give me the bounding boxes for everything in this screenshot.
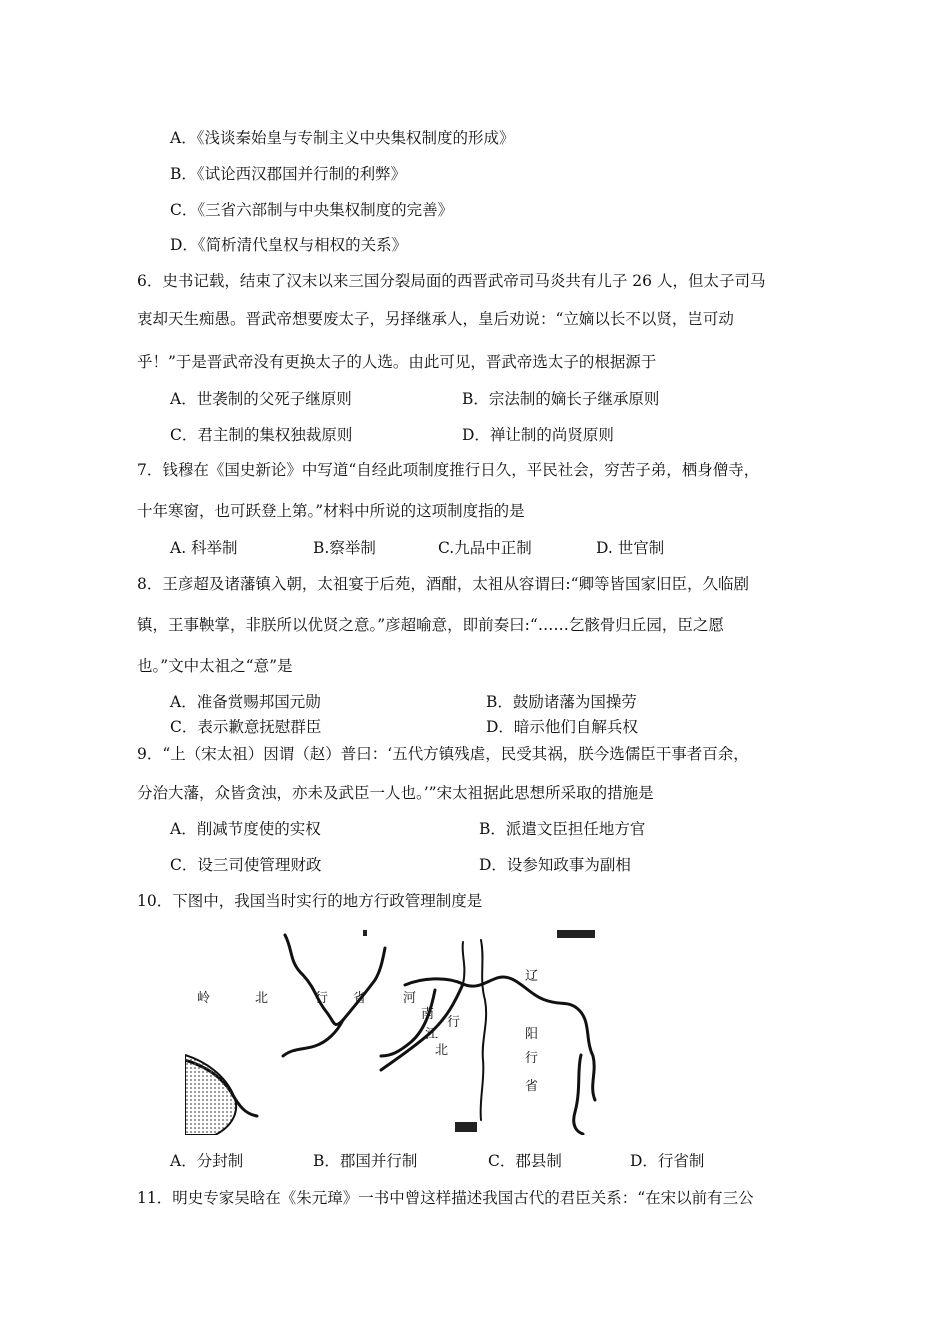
q11-stem-line-1: 11．明史专家吴晗在《朱元璋》一书中曾这样描述我国古代的君臣关系：“在宋以前有三公 <box>137 1189 754 1207</box>
q7-stem-line-1: 7．钱穆在《国史新论》中写道“自经此项制度推行日久，平民社会，穷苦子弟，栖身僧寺， <box>137 461 760 479</box>
map-label: 北 <box>435 1042 449 1057</box>
bottom-mark <box>455 1122 477 1132</box>
map-label: 北 <box>255 990 269 1005</box>
q7-option-d: D. 世官制 <box>596 539 665 557</box>
q9-option-d: D．设参知政事为副相 <box>479 856 631 874</box>
q6-stem-line-2: 衷却天生痴愚。晋武帝想要废太子，另择继承人，皇后劝说：“立嫡以长不以贤，岂可动 <box>137 310 734 328</box>
corner-mark <box>557 930 595 938</box>
q9-stem-line-2: 分治大藩，众皆贪浊，亦未及武臣一人也。’”宋太祖据此思想所采取的措施是 <box>137 784 654 802</box>
map-label: 岭 <box>197 990 211 1005</box>
q9-stem-line-1: 9．“上（宋太祖）因谓（赵）普曰：‘五代方镇残虐，民受其祸，朕今选儒臣干事者百余， <box>137 745 749 763</box>
q6-option-b: B．宗法制的嫡长子继承原则 <box>462 390 660 408</box>
map-label: 省 <box>353 990 367 1005</box>
q6-stem-line-1: 6．史书记载，结束了汉末以来三国分裂局面的西晋武帝司马炎共有儿子 26 人，但太子司马 <box>137 272 766 290</box>
map-label: 行 <box>525 1050 539 1065</box>
q8-option-b: B．鼓励诸藩为国操劳 <box>486 693 637 711</box>
q5-option-c: C．《三省六部制与中央集权制度的完善》 <box>170 201 454 219</box>
q6-stem-line-3: 乎！”于是晋武帝没有更换太子的人选。由此可见，晋武帝选太子的根据源于 <box>137 353 657 371</box>
map-label: 省 <box>525 1078 539 1093</box>
q7-option-b: B.察举制 <box>313 539 376 557</box>
map-label: 江 <box>425 1026 439 1041</box>
q9-option-c: C．设三司使管理财政 <box>170 856 322 874</box>
q6-option-d: D．禅让制的尚贤原则 <box>462 426 614 444</box>
q5-option-b: B．《试论西汉郡国并行制的利弊》 <box>170 165 407 183</box>
map-label: 南 <box>421 1006 435 1021</box>
q10-stem: 10．下图中，我国当时实行的地方行政管理制度是 <box>137 892 483 910</box>
map-label: 辽 <box>525 968 539 983</box>
q8-stem-line-3: 也。”文中太祖之“意”是 <box>137 657 293 675</box>
map-label: 行 <box>315 990 329 1005</box>
province-map-figure <box>185 930 600 1135</box>
q8-stem-line-1: 8．王彦超及诸藩镇入朝，太祖宴于后苑，酒酣，太祖从容谓曰:“卿等皆国家旧臣，久临剧 <box>137 575 750 593</box>
map-label: 河 <box>403 990 417 1005</box>
q8-option-a: A．准备赏赐邦国元勋 <box>170 693 321 711</box>
q10-option-b: B．郡国并行制 <box>313 1152 418 1170</box>
q10-option-a: A．分封制 <box>170 1152 244 1170</box>
coast-east-2 <box>574 1055 583 1134</box>
province-border-east <box>481 940 487 1120</box>
q10-option-d: D．行省制 <box>630 1152 705 1170</box>
q10-option-c: C．郡县制 <box>488 1152 562 1170</box>
q7-option-a: A. 科举制 <box>170 539 238 557</box>
coast-east <box>497 977 595 1100</box>
top-mark <box>363 930 367 936</box>
q5-option-a: A．《浅谈秦始皇与专制主义中央集权制度的形成》 <box>170 129 515 147</box>
province-border-north <box>463 942 465 984</box>
q7-option-c: C.九品中正制 <box>438 539 532 557</box>
q8-option-d: D．暗示他们自解兵权 <box>486 718 638 736</box>
river-branch <box>283 1020 343 1056</box>
q8-option-c: C．表示歉意抚慰群臣 <box>170 718 322 736</box>
river-west <box>285 935 385 1025</box>
map-label: 行 <box>447 1014 461 1029</box>
q5-option-d: D．《简析清代皇权与相权的关系》 <box>170 236 408 254</box>
q9-option-a: A．削减节度使的实权 <box>170 820 321 838</box>
q9-option-b: B．派遣文臣担任地方官 <box>479 820 646 838</box>
q8-stem-line-2: 镇，王事鞅掌，非朕所以优贤之意。”彦超喻意，即前奏曰:“……乞骸骨归丘园，臣之愿 <box>137 616 724 634</box>
q6-option-a: A．世袭制的父死子继原则 <box>170 390 352 408</box>
q6-option-c: C．君主制的集权独裁原则 <box>170 426 353 444</box>
q7-stem-line-2: 十年寒窗，也可跃登上第。”材料中所说的这项制度指的是 <box>137 502 525 520</box>
map-label: 阳 <box>525 1026 539 1041</box>
sea-region <box>185 1055 236 1135</box>
